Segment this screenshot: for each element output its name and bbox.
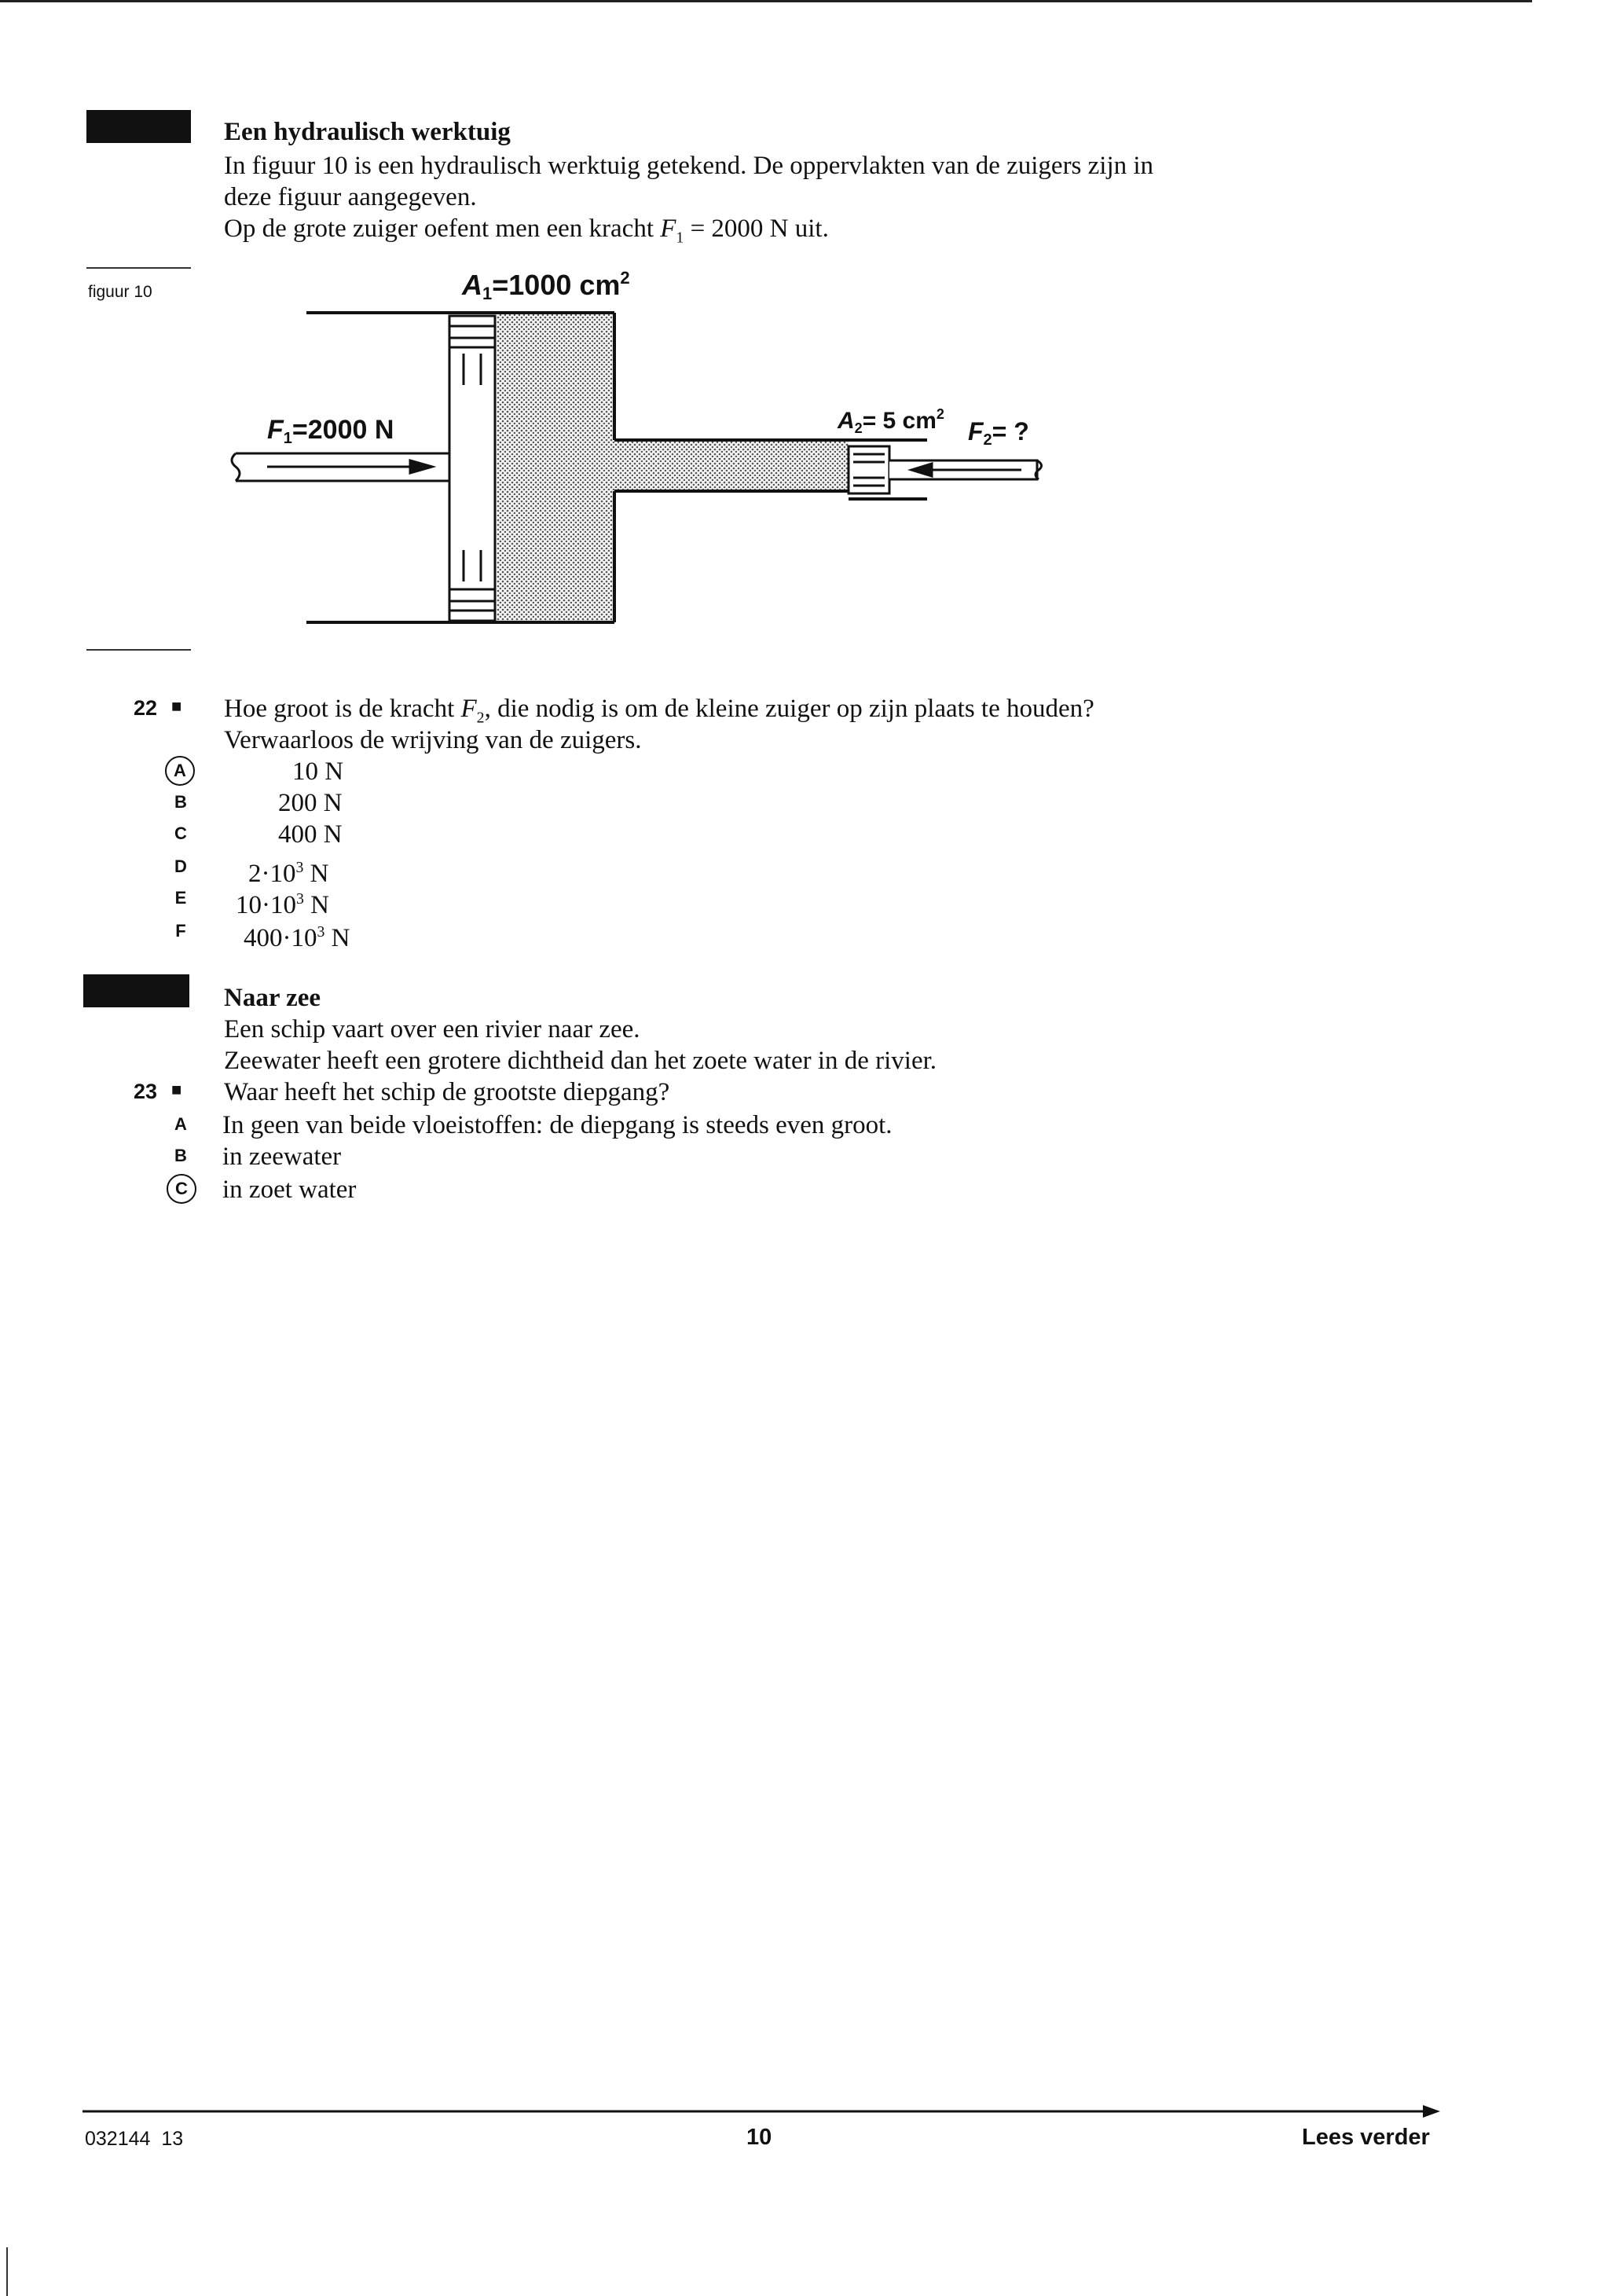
question-marker-23: ■: [171, 1080, 182, 1099]
section-2-line-2: Zeewater heeft een grotere dichtheid dan het zoete water in de rivier.: [224, 1047, 937, 1075]
question-marker-22: ■: [171, 696, 182, 716]
page-number: 10: [746, 2125, 772, 2150]
figure-caption: figuur 10: [88, 283, 152, 301]
fluid-region: [497, 314, 849, 622]
caption-rule-bottom: [86, 649, 191, 651]
option-22-e-value: $10\cdot 10^3$ N: [236, 890, 329, 919]
section-title: Naar zee: [224, 984, 321, 1012]
question-number-23: 23: [133, 1080, 157, 1103]
top-rule: [0, 0, 1532, 2]
option-23-c[interactable]: [167, 1174, 196, 1204]
left-margin-mark: [6, 2247, 8, 2296]
intro-line-3: Op de grote zuiger oefent men een kracht $F_1 = 2000$ N uit.: [224, 215, 829, 247]
a2-label: $A_2= 5$ $cm^2$: [838, 406, 944, 436]
option-letter-circled: C: [167, 1174, 196, 1204]
question-23-text: Waar heeft het schip de grootste diepgang?: [224, 1078, 670, 1106]
f1-label: F1=2000 N: [267, 415, 394, 447]
question-22-line-2: Verwaarloos de wrijving van de zuigers.: [224, 726, 642, 754]
option-23-b[interactable]: B: [174, 1146, 187, 1165]
a1-label: A1=1000 $cm^2$: [462, 268, 630, 303]
small-piston: [849, 446, 889, 493]
option-23-a[interactable]: A: [174, 1114, 187, 1134]
section-marker-block: [86, 110, 191, 143]
option-22-a[interactable]: [165, 756, 195, 786]
option-22-d[interactable]: D: [174, 856, 187, 876]
footer-code: 032144 13: [85, 2128, 184, 2150]
intro-line-1: In figuur 10 is een hydraulisch werktuig getekend. De oppervlakten van de zuigers zijn in: [224, 152, 1154, 180]
option-23-b-value: in zeewater: [222, 1142, 342, 1171]
option-letter-circled: A: [165, 756, 195, 786]
option-22-b[interactable]: B: [174, 792, 187, 812]
hydraulic-figure: [204, 259, 1116, 636]
question-22-line-1: Hoe groot is de kracht $F_2$, die nodig is om de kleine zuiger op zijn plaats te houden?: [224, 695, 1094, 727]
large-piston: [449, 316, 495, 621]
option-22-b-value: 200 N: [278, 789, 343, 817]
option-22-c[interactable]: C: [174, 823, 187, 843]
caption-rule-top: [86, 267, 191, 269]
option-22-d-value: $2\cdot 10^3$ N: [248, 859, 329, 888]
f2-label: F2= ?: [968, 417, 1029, 449]
option-22-f-value: $400\cdot 10^3$ N: [244, 923, 350, 952]
option-22-e[interactable]: E: [174, 888, 187, 908]
option-23-a-value: In geen van beide vloeistoffen: de diepgang is steeds even groot.: [222, 1111, 893, 1139]
question-number-22: 22: [133, 696, 157, 720]
section-title: Een hydraulisch werktuig: [224, 118, 511, 146]
option-22-f[interactable]: F: [175, 921, 186, 941]
footer-rule-arrow: [82, 2100, 1442, 2123]
section-marker-block: [83, 974, 189, 1007]
intro-line-2: deze figuur aangegeven.: [224, 183, 477, 211]
lees-verder-link[interactable]: Lees verder: [1302, 2125, 1430, 2150]
option-22-c-value: 400 N: [278, 820, 343, 849]
option-23-c-value: in zoet water: [222, 1176, 357, 1204]
section-2-line-1: Een schip vaart over een rivier naar zee.: [224, 1015, 640, 1043]
option-22-a-value: 10 N: [292, 757, 344, 786]
